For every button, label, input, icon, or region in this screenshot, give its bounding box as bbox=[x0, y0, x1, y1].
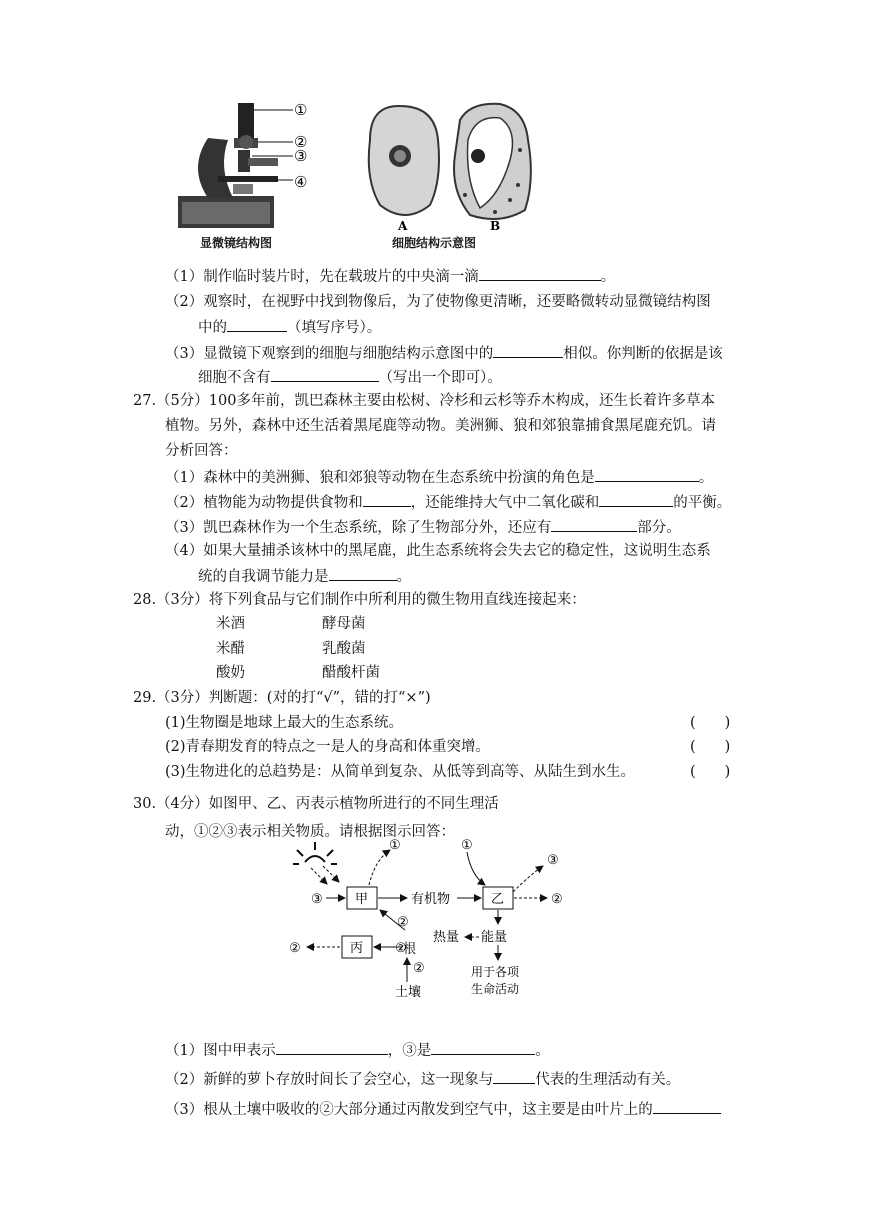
cell-figure bbox=[360, 100, 540, 232]
q27-stem-2: 植物。另外，森林中还生活着黑尾鹿等动物。美洲狮、狼和郊狼靠捕食黑尾鹿充饥。请 bbox=[165, 418, 716, 434]
answer-blank[interactable] bbox=[227, 316, 287, 332]
microscope-illustration bbox=[178, 98, 318, 230]
answer-blank[interactable] bbox=[479, 265, 601, 281]
q26-item-1: （1）制作临时装片时，先在载玻片的中央滴一滴 。 bbox=[165, 265, 615, 287]
mark-1: ① bbox=[294, 101, 308, 119]
answer-blank[interactable] bbox=[493, 342, 563, 358]
q29-item-1: (1)生物圈是地球上最大的生态系统。 bbox=[165, 715, 404, 731]
root-label: 根 bbox=[403, 942, 417, 957]
q27-item-4: （4）如果大量捕杀该林中的黑尾鹿，此生态系统将会失去它的稳定性，这说明生态系 bbox=[165, 543, 711, 559]
q30-item-1: （1）图中甲表示 ，③是 。 bbox=[165, 1039, 550, 1061]
judge-bracket[interactable]: ( ) bbox=[690, 764, 731, 780]
mark-3: ③ bbox=[311, 892, 323, 907]
jia-label: 甲 bbox=[355, 892, 369, 907]
mark-3: ③ bbox=[294, 147, 308, 165]
answer-blank[interactable] bbox=[551, 516, 637, 532]
answer-blank[interactable] bbox=[276, 1039, 388, 1055]
q29-item-2: (2)青春期发育的特点之一是人的身高和体重突增。 bbox=[165, 739, 491, 755]
q29-stem: 29.（3分）判断题：(对的打“√”，错的打“×”) bbox=[133, 690, 431, 706]
q27-item-4-cont: 统的自我调节能力是 。 bbox=[198, 565, 411, 587]
diagram-svg bbox=[285, 830, 585, 1005]
judge-bracket[interactable]: ( ) bbox=[690, 739, 731, 755]
soil-label: 土壤 bbox=[395, 985, 422, 1000]
judge-bracket[interactable]: ( ) bbox=[690, 715, 731, 731]
q27-stem-3: 分析回答： bbox=[165, 443, 238, 459]
food-item[interactable]: 米酒 bbox=[216, 616, 245, 632]
answer-blank[interactable] bbox=[431, 1039, 535, 1055]
cell-a-label: A bbox=[398, 219, 408, 232]
mark-1: ① bbox=[389, 838, 401, 853]
q27-item-1: （1）森林中的美洲狮、狼和郊狼等动物在生态系统中扮演的角色是 。 bbox=[165, 466, 713, 488]
microscope-figure bbox=[178, 98, 318, 230]
q30-stem-2: 动，①②③表示相关物质。请根据图示回答： bbox=[165, 824, 455, 840]
mark-2: ② bbox=[551, 892, 563, 907]
q27-stem-1: 27.（5分）100多年前，凯巴森林主要由松树、冷杉和云杉等乔木构成，还生长着许多草本 bbox=[133, 393, 715, 409]
mark-2: ② bbox=[294, 133, 308, 151]
bing-label: 丙 bbox=[350, 941, 364, 956]
microbe-item[interactable]: 乳酸菌 bbox=[322, 641, 366, 657]
q30-stem-1: 30.（4分）如图甲、乙、丙表示植物所进行的不同生理活 bbox=[133, 796, 499, 812]
q26-item-2-cont: 中的 （填写序号）。 bbox=[198, 316, 381, 338]
cell-illustration bbox=[360, 100, 540, 232]
q30-item-3: （3）根从土壤中吸收的②大部分通过丙散发到空气中，这主要是由叶片上的 bbox=[165, 1098, 721, 1120]
sun-icon bbox=[293, 842, 339, 884]
answer-blank[interactable] bbox=[595, 466, 699, 482]
energy-label: 能量 bbox=[481, 930, 508, 945]
q26-item-3: （3）显微镜下观察到的细胞与细胞结构示意图中的 相似。你判断的依据是该 bbox=[165, 342, 723, 364]
mark-2: ② bbox=[413, 961, 425, 976]
q28-stem: 28.（3分）将下列食品与它们制作中所利用的微生物用直线连接起来： bbox=[133, 592, 586, 608]
mark-4: ④ bbox=[294, 173, 308, 191]
answer-blank[interactable] bbox=[363, 491, 411, 507]
heat-label: 热量 bbox=[433, 930, 460, 945]
mark-2: ② bbox=[289, 941, 301, 956]
q26-item-3-cont: 细胞不含有 （写出一个即可）。 bbox=[198, 366, 502, 388]
q30-item-2: （2）新鲜的萝卜存放时间长了会空心，这一现象与 代表的生理活动有关。 bbox=[165, 1068, 680, 1090]
answer-blank[interactable] bbox=[599, 491, 673, 507]
answer-blank[interactable] bbox=[329, 565, 397, 581]
use-label-2: 生命活动 bbox=[471, 982, 520, 996]
answer-blank[interactable] bbox=[493, 1068, 535, 1084]
food-item[interactable]: 酸奶 bbox=[216, 665, 245, 681]
use-label-1: 用于各项 bbox=[471, 965, 520, 979]
microbe-item[interactable]: 酵母菌 bbox=[322, 616, 366, 632]
yi-label: 乙 bbox=[491, 892, 505, 907]
microscope-caption: 显微镜结构图 bbox=[200, 236, 273, 250]
q27-item-2: （2）植物能为动物提供食物和 ，还能维持大气中二氧化碳和 的平衡。 bbox=[165, 491, 731, 513]
q29-item-3: (3)生物进化的总趋势是：从简单到复杂、从低等到高等、从陆生到水生。 bbox=[165, 764, 636, 780]
mark-2: ② bbox=[397, 915, 409, 930]
plant-activity-diagram bbox=[285, 830, 585, 1005]
mark-2: ② bbox=[395, 941, 407, 956]
answer-blank[interactable] bbox=[653, 1098, 721, 1114]
cell-caption: 细胞结构示意图 bbox=[392, 236, 477, 250]
mark-3: ③ bbox=[547, 853, 559, 868]
organic-label: 有机物 bbox=[411, 892, 451, 907]
food-item[interactable]: 米醋 bbox=[216, 641, 245, 657]
cell-b-label: B bbox=[490, 219, 501, 232]
mark-1: ① bbox=[461, 838, 473, 853]
microbe-item[interactable]: 醋酸杆菌 bbox=[322, 665, 380, 681]
q27-item-3: （3）凯巴森林作为一个生态系统，除了生物部分外，还应有 部分。 bbox=[165, 516, 681, 538]
answer-blank[interactable] bbox=[271, 366, 379, 382]
q26-item-2: （2）观察时，在视野中找到物像后，为了使物像更清晰，还要略微转动显微镜结构图 bbox=[165, 294, 711, 310]
